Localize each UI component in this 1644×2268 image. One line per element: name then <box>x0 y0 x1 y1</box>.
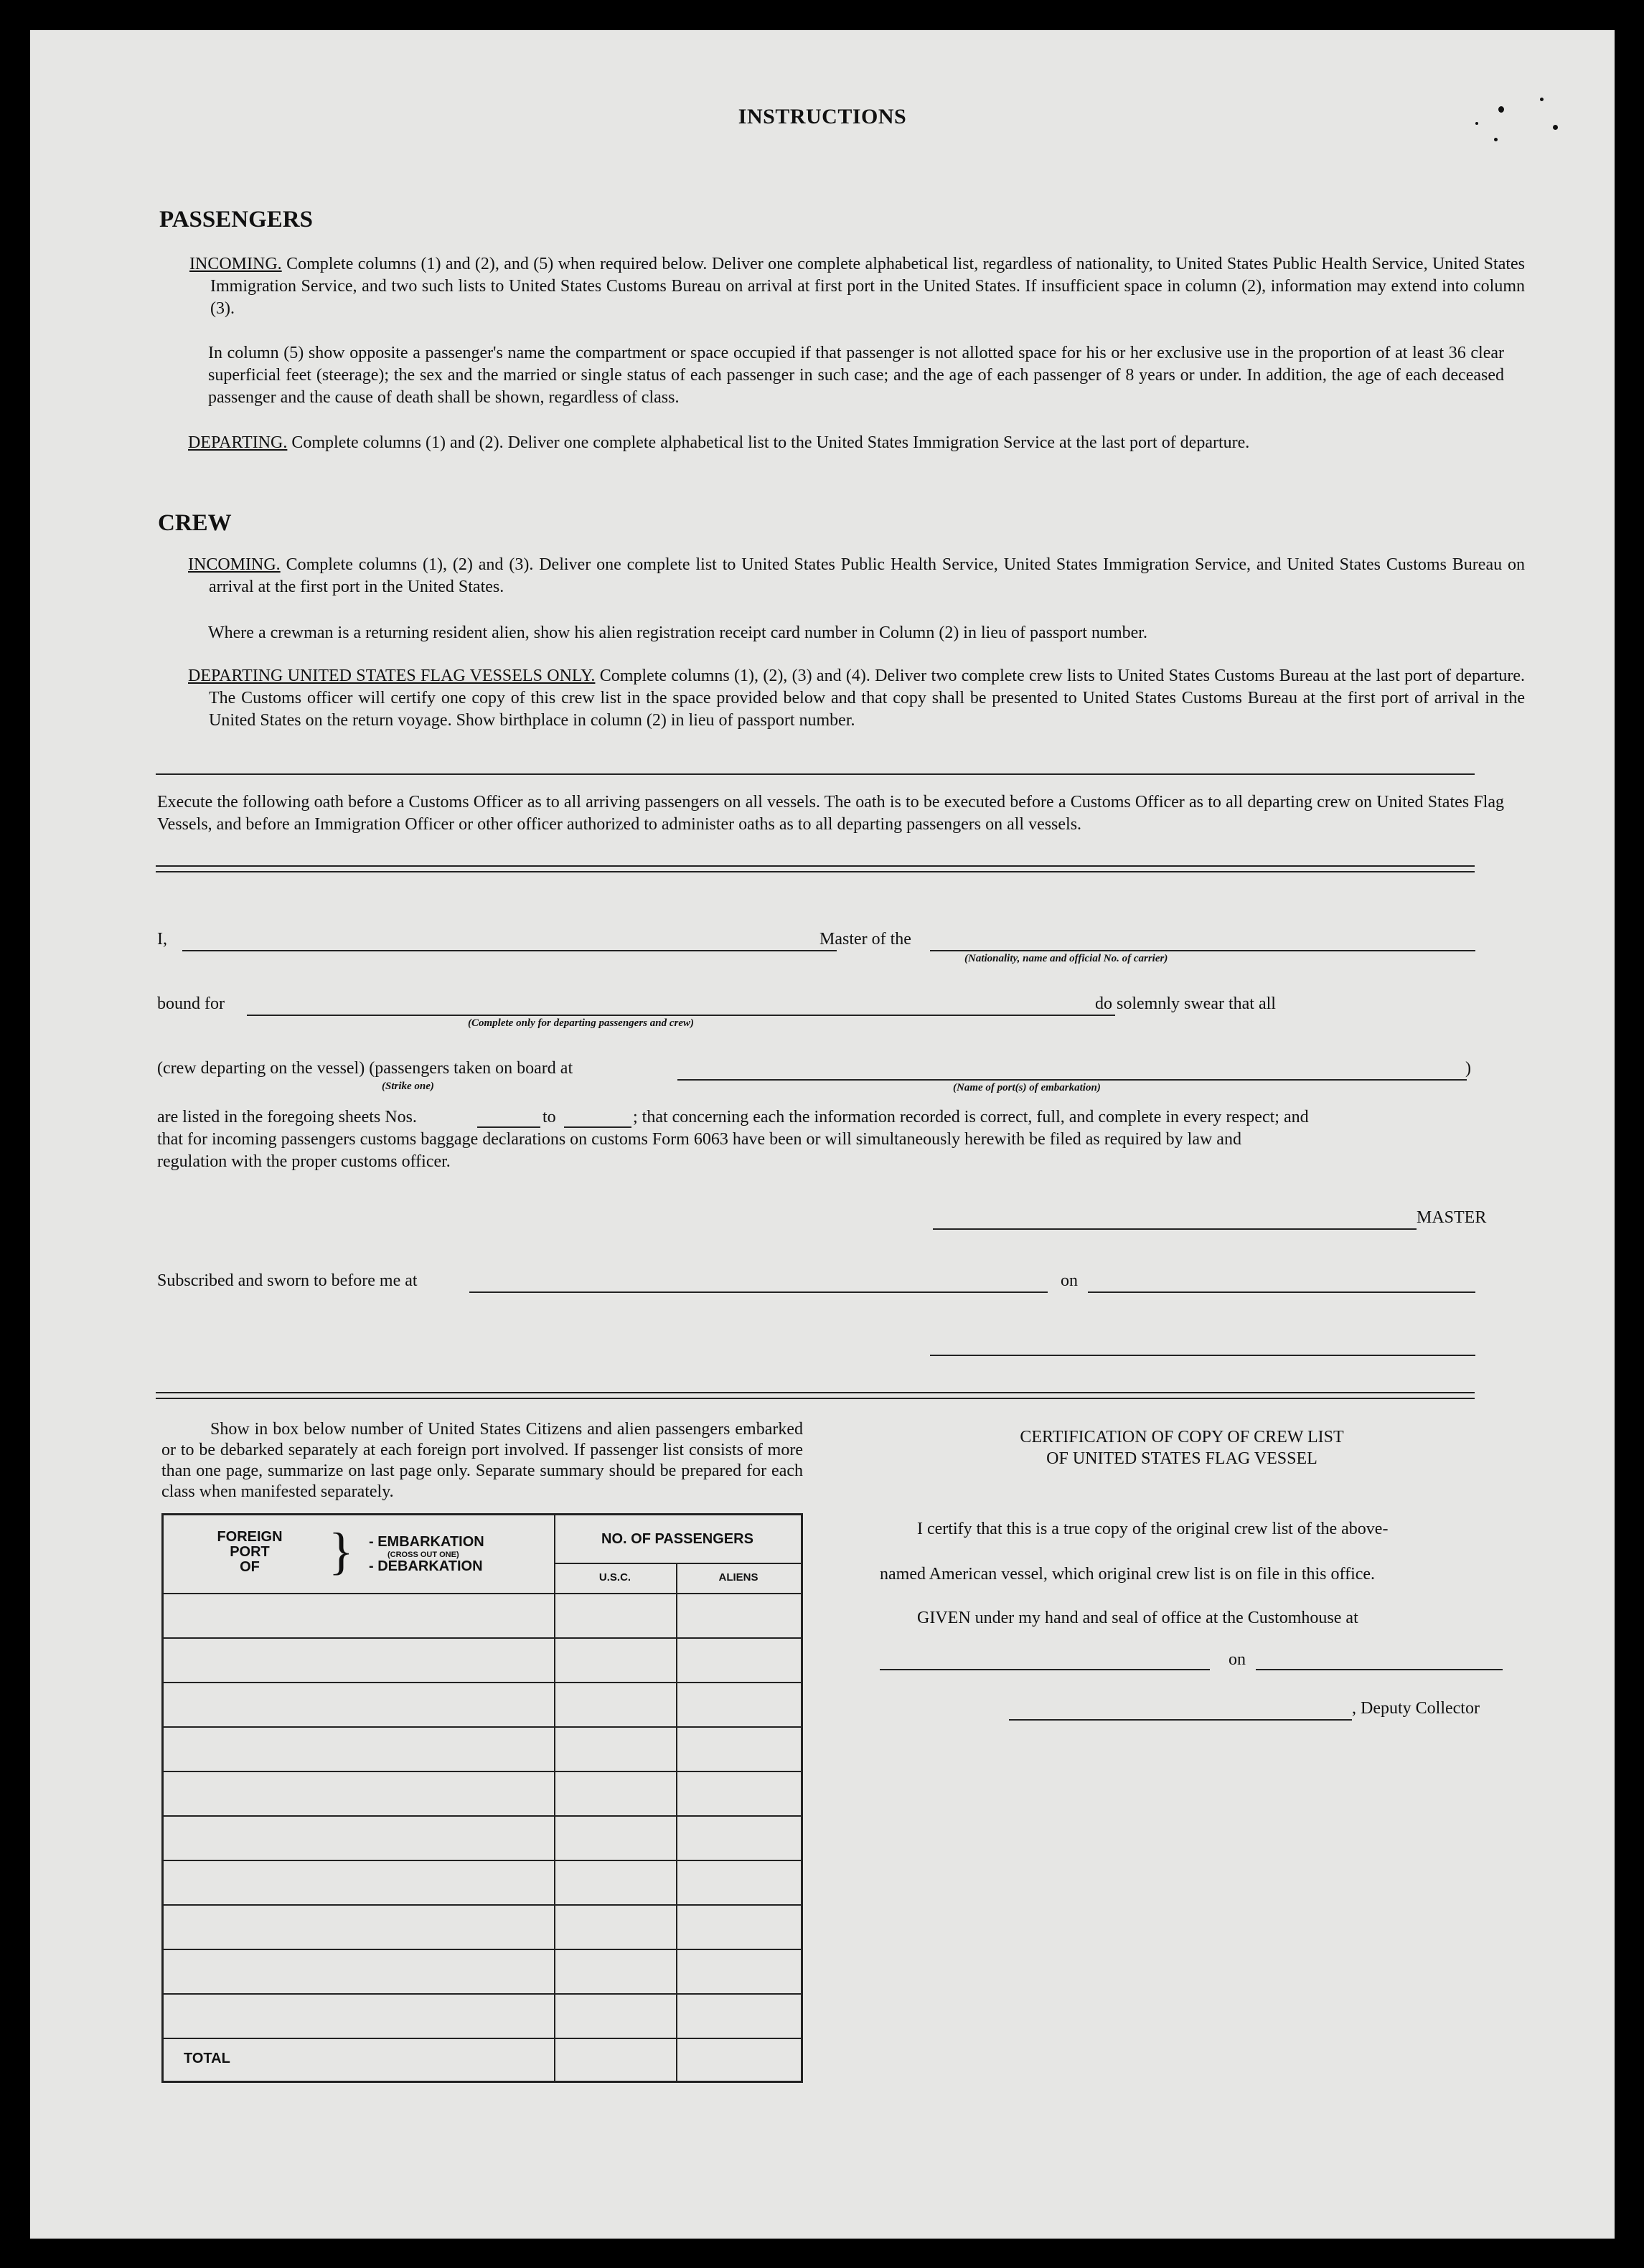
master-label: MASTER <box>1417 1208 1487 1227</box>
crew-departing-label: DEPARTING UNITED STATES FLAG VESSELS ONLY. <box>188 667 596 685</box>
crew-heading: CREW <box>158 510 232 536</box>
oath-intro: Execute the following oath before a Customs Officer as to all arriving passengers on all vessels. The oath is to be executed before a Customs Officer as to all departing crew on United States Flag Vessels, and before an Immigration Officer or other officer authorized to administer oaths as to all departing passengers on all vessels. <box>157 793 1504 834</box>
col-divider-1 <box>554 1515 555 2081</box>
passengers-incoming-text: Complete columns (1) and (2), and (5) when required below. Deliver one complete alphabetical list, regardless of nationality, to United States Public Health Service, United States Immigration Service, and two such lists to United States Customs Bureau on arrival at first port in the United States. If insufficient space in column (2), information may extend into column (3). <box>210 255 1526 318</box>
crew-incoming-label: INCOMING. <box>188 555 281 574</box>
foreign-port-line-2: PORT <box>230 1544 270 1560</box>
passengers-column5-instructions: In column (5) show opposite a passenger's name the compartment or space occupied if that passenger is not allotted space for his or her exclusive use in the proportion of at least 36 clear superficial feet (steerage); the sex and the married or single status of each passenger in such case; and the age of each passenger of 8 years or under. In addition, the age of each deceased passenger and the cause of death shall be shown, regardless of class. <box>208 344 1504 407</box>
certify-line-2: named American vessel, which original crew list is on file in this office. <box>880 1565 1376 1584</box>
crew-resident-instructions: Where a crewman is a returning resident alien, show his alien registration receipt card number in Column (2) in lieu of passport number. <box>208 624 1147 642</box>
row-line <box>164 1993 801 1995</box>
officer-signature-field[interactable] <box>930 1355 1475 1356</box>
deputy-collector-label: , Deputy Collector <box>1352 1699 1480 1718</box>
oath-listed-suffix: ; that concerning each the information recorded is correct, full, and complete in every respect; and <box>633 1108 1309 1126</box>
bound-caption: (Complete only for departing passengers and crew) <box>468 1017 694 1029</box>
oath-crew-departing-label: (crew departing on the vessel) (passengers taken on board at <box>157 1059 573 1078</box>
summary-intro: Show in box below number of United States Citizens and alien passengers embarked or to be debarked separately at each foreign port involved. If passenger list consists of more than one page, summarize on last page only. Separate summary should be prepared for each class when manifested separately. <box>161 1420 803 1501</box>
oath-line-2: that for incoming passengers customs baggage declarations on customs Form 6063 have been or will simultaneously herewith be filed as required by law and <box>157 1130 1241 1149</box>
speck <box>1494 138 1498 141</box>
embarkation-ports-field[interactable] <box>677 1079 1467 1081</box>
oath-line-3: regulation with the proper customs officer. <box>157 1152 451 1171</box>
oath-listed-prefix: are listed in the foregoing sheets Nos. <box>157 1108 417 1126</box>
sheet-to-field[interactable] <box>564 1126 631 1128</box>
deputy-signature-field[interactable] <box>1009 1719 1352 1721</box>
crew-incoming-instructions <box>188 554 1525 598</box>
double-divider <box>156 865 1475 872</box>
bound-for-field[interactable] <box>247 1015 1115 1016</box>
foreign-port-label <box>207 1530 293 1575</box>
crew-departing-instructions <box>188 665 1525 732</box>
passengers-heading: PASSENGERS <box>159 207 313 232</box>
foreign-port-line-3: OF <box>240 1559 260 1575</box>
aliens-header: ALIENS <box>718 1571 758 1584</box>
oath-master-of-label: Master of the <box>819 930 911 949</box>
given-line: GIVEN under my hand and seal of office at the Customhouse at <box>917 1609 1358 1627</box>
row-line <box>164 1860 801 1861</box>
speck <box>1540 98 1544 101</box>
certification-title-line-2: OF UNITED STATES FLAG VESSEL <box>1046 1449 1317 1468</box>
header-bottom-line <box>164 1593 801 1594</box>
carrier-field[interactable] <box>930 950 1475 951</box>
total-label: TOTAL <box>184 2051 230 2066</box>
passengers-incoming-instructions <box>189 253 1525 320</box>
sworn-on-label: on <box>1061 1271 1078 1290</box>
sworn-place-field[interactable] <box>469 1291 1048 1293</box>
row-line <box>164 1637 801 1639</box>
passengers-departing-text: Complete columns (1) and (2). Deliver one complete alphabetical list to the United States Immigration Service at the last port of departure. <box>291 433 1250 452</box>
passengers-departing-label: DEPARTING. <box>188 433 288 452</box>
col-divider-2 <box>676 1563 677 2081</box>
strike-caption: (Strike one) <box>382 1081 434 1092</box>
passenger-summary-table <box>161 1513 803 2083</box>
subheader-line <box>554 1563 801 1564</box>
certification-title-line-1: CERTIFICATION OF COPY OF CREW LIST <box>1020 1428 1344 1446</box>
row-line <box>164 1949 801 1950</box>
oath-swear-label: do solemnly swear that all <box>1095 994 1276 1013</box>
certify-line-1: I certify that this is a true copy of the original crew list of the above- <box>917 1520 1389 1538</box>
oath-to-label: to <box>542 1108 556 1126</box>
nationality-caption: (Nationality, name and official No. of carrier) <box>964 953 1168 964</box>
speck <box>1553 125 1558 130</box>
sheet-from-field[interactable] <box>477 1126 540 1128</box>
cert-date-field[interactable] <box>1256 1669 1503 1670</box>
ports-caption: (Name of port(s) of embarkation) <box>953 1082 1101 1093</box>
foreign-port-line-1: FOREIGN <box>217 1529 283 1545</box>
row-line <box>164 1726 801 1728</box>
oath-bound-for-label: bound for <box>157 994 225 1013</box>
row-line <box>164 1682 801 1683</box>
master-signature-field[interactable] <box>933 1228 1417 1230</box>
passengers-incoming-label: INCOMING. <box>189 255 282 273</box>
double-divider-2 <box>156 1392 1475 1399</box>
row-line <box>164 1771 801 1772</box>
cross-out-label: (CROSS OUT ONE) <box>387 1551 459 1559</box>
brace-icon: } <box>329 1523 354 1580</box>
crew-departing-text: Complete columns (1), (2), (3) and (4). Deliver two complete crew lists to United States Customs Bureau at the last port of departure. The Customs officer will certify one copy of this crew list in the space provided below and that copy shall be presented to United States Customs Bureau at the first port of arrival in the United States on the return voyage. Show birthplace in column (2) in lieu of passport number. <box>209 667 1526 730</box>
crew-incoming-text: Complete columns (1), (2) and (3). Deliver one complete list to United States Public Health Service, United States Immigration Service, and United States Customs Bureau on arrival at the first port in the United States. <box>209 555 1526 596</box>
customhouse-field[interactable] <box>880 1669 1210 1670</box>
oath-i-label: I, <box>157 930 167 949</box>
row-line <box>164 1904 801 1906</box>
embarkation-label: - EMBARKATION <box>369 1534 484 1550</box>
page-title: INSTRUCTIONS <box>738 105 907 128</box>
cert-on-label: on <box>1229 1650 1246 1669</box>
form-page <box>30 30 1615 2239</box>
no-passengers-header: NO. OF PASSENGERS <box>601 1531 753 1547</box>
speck <box>1475 122 1478 125</box>
master-name-field[interactable] <box>182 950 837 951</box>
certification-title <box>848 1426 1516 1469</box>
debarkation-label: - DEBARKATION <box>369 1558 483 1574</box>
passengers-departing-instructions <box>188 432 1525 454</box>
row-line <box>164 1815 801 1817</box>
row-line <box>164 2038 801 2039</box>
divider <box>156 773 1475 775</box>
close-paren: ) <box>1465 1059 1471 1078</box>
subscribed-label: Subscribed and sworn to before me at <box>157 1271 418 1290</box>
usc-header: U.S.C. <box>598 1571 631 1584</box>
speck <box>1498 106 1504 113</box>
sworn-date-field[interactable] <box>1088 1291 1475 1293</box>
